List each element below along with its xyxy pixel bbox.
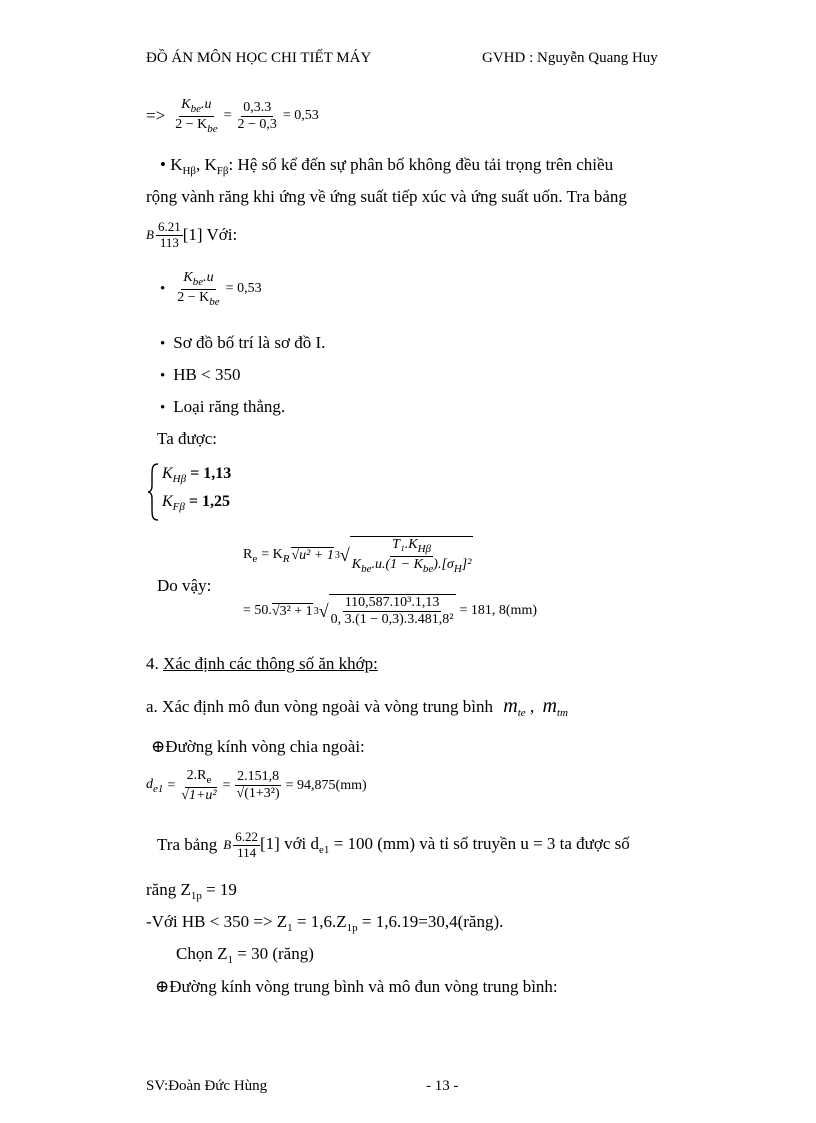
- paragraph-khb-line2: rộng vành răng khi ứng về ứng suất tiếp xúc và ứng suất uốn. Tra bảng: [146, 187, 627, 206]
- list-item: • $\frac{K_{be}.u}{2 - K_{be}}$ = 0,53: [160, 270, 262, 308]
- list-item: • Loại răng thẳng.: [160, 397, 286, 416]
- voi-hb-line: -Với HB < $350 => Z_1 = 1,6.Z_{1p}$ = 1,6.19=30,4(răng).: [146, 912, 504, 934]
- list-item: • Sơ đồ bố trí là sơ đồ I.: [160, 333, 326, 352]
- list-item: • HB < 350: [160, 365, 241, 384]
- equation-re-numeric: = 50. √3² + 1 3 √ $\frac{\text{110,587.10³.1,13}}{\text{0, 3.(1 − 0,3).3.481,8²}}$ = 181, 8(mm): [243, 595, 537, 628]
- fraction-numeric: $\frac{0,3.3}{2 - 0,3}$: [237, 99, 277, 132]
- do-vay-label: Do vậy:: [157, 576, 212, 595]
- circled-plus-icon: ⊕: [155, 977, 170, 996]
- header-left: ĐỒ ÁN MÔN HỌC CHI TIẾT MÁY: [146, 50, 372, 66]
- chon-z1-line: Chọn $Z_1 = 30$ (răng): [176, 944, 314, 966]
- table-ref-621: B $\frac{6.21}{113}$ [1] Với:: [146, 219, 238, 250]
- section-heading: 4. Xác định các thông số ăn khớp:: [146, 654, 378, 673]
- fraction-kbe-u: $\frac{K_{be}.u}{2 - K_{be}}$: [175, 97, 218, 135]
- header-right: GVHD : Nguyễn Quang Huy: [482, 50, 658, 66]
- page-number: - 13 -: [426, 1078, 459, 1094]
- circled-plus-icon: ⊕: [151, 737, 166, 756]
- equation-re-formula: $R_e$ = $K_R$ √u² + 1 3 √ $\frac{T_1.K_{H\beta}}{K_{be}.u.(1 - K_{be}).[\sigma_H]^2}$: [243, 537, 472, 575]
- tra-bang-line1: Tra bảng B $\frac{6.22}{114}$ [1] với $d_{e1} = 100$ (mm) và tỉ số truyền u = 3 ta được số: [157, 829, 630, 860]
- ta-duoc-label: Ta được:: [157, 429, 217, 448]
- duong-kinh-ngoai: ⊕Đường kính vòng chia ngoài:: [151, 737, 365, 756]
- equation-de1: $d_{e1}$ = $\frac{2.R_e}{\text{√1+u²}}$ = $\frac{2.151,8}{\text{√(1+3²)}}$ = 94,875(mm): [146, 768, 367, 803]
- tra-bang-line2: răng $Z_{1p} = 19$: [146, 880, 237, 902]
- system-brace: [146, 462, 160, 522]
- equation-result: = 0,53: [282, 108, 319, 124]
- implies-arrow: =>: [146, 106, 166, 126]
- system-row-kfb: $K_{F\beta} = 1,25$: [162, 493, 230, 513]
- footer-author: SV:Đoàn Đức Hùng: [146, 1078, 268, 1094]
- part-a-heading: a. Xác định mô đun vòng ngoài và vòng trung bình $m_{te}$ , $m_{tm}$: [146, 695, 568, 719]
- equation-kbe-ratio: => $\frac{K_{be}.u}{2 - K_{be}}$ = $\frac{0,3.3}{2 - 0,3}$ = 0,53: [146, 97, 319, 135]
- paragraph-khb-line1: • $K_{H\beta}$, $K_{F\beta}$: Hệ số kể đến sự phân bố không đều tải trọng trên chiều: [160, 155, 614, 177]
- system-row-khb: $K_{H\beta} = 1,13$: [162, 465, 232, 485]
- duong-kinh-tb: ⊕Đường kính vòng trung bình và mô đun vòng trung bình:: [155, 977, 558, 996]
